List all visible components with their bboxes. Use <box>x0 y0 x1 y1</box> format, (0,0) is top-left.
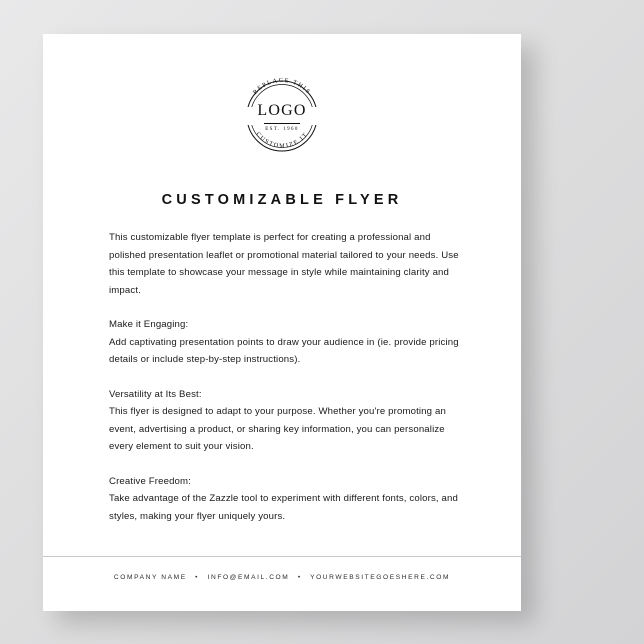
page-title: CUSTOMIZABLE FLYER <box>161 192 403 208</box>
footer-separator: • <box>297 574 302 581</box>
logo-area <box>43 70 521 162</box>
footer-divider <box>43 556 521 557</box>
svg-text:CUSTOMIZE IT: CUSTOMIZE IT <box>254 130 310 150</box>
logo-established: EST. 1960 <box>265 127 299 132</box>
paragraph: This customizable flyer template is perfect for creating a professional and polished presentation leaflet or promotional material tailored to your needs. Use this template to showcase your message in style while maintaining clarity and impact. <box>109 232 459 296</box>
footer-company: COMPANY NAME <box>113 574 187 581</box>
poster-document <box>43 34 521 611</box>
footer-website: YOURWEBSITEGOESHERE.COM <box>310 574 451 581</box>
svg-text:REPLACE THIS: REPLACE THIS <box>251 76 313 97</box>
body-copy <box>109 229 459 525</box>
logo-wordmark: LOGO <box>257 102 307 119</box>
footer <box>43 574 521 581</box>
paragraph: Creative Freedom: Take advantage of the Zazzle tool to experiment with different fonts, colors, and styles, making your flyer uniquely yours. <box>109 475 459 522</box>
logo-divider <box>264 123 300 124</box>
footer-email: INFO@EMAIL.COM <box>207 574 290 581</box>
paragraph: Make it Engaging: Add captivating presentation points to draw your audience in (ie. provide pricing details or include step-by-step instructions). <box>109 319 459 365</box>
logo-center-text <box>236 103 328 132</box>
paragraph: Versatility at Its Best: This flyer is designed to adapt to your purpose. Whether you're promoting an event, advertising a product, or sharing key information, you can personalize every element to suit your vision. <box>109 388 446 452</box>
footer-separator: • <box>195 574 200 581</box>
logo-badge <box>236 70 328 162</box>
